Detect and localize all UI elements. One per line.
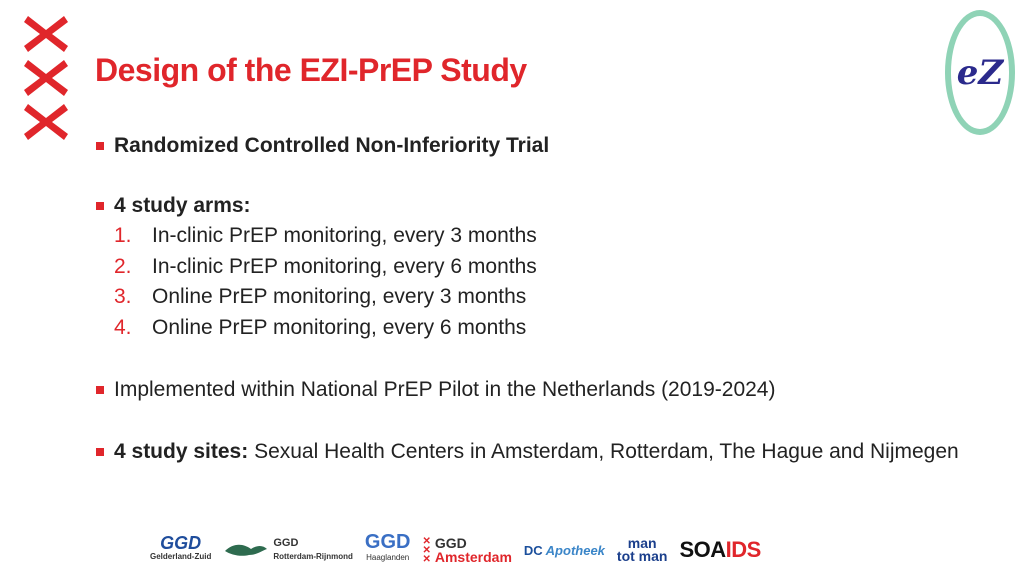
ez-logo [945, 10, 1015, 135]
list-item: 2. In-clinic PrEP monitoring, every 6 months [114, 254, 537, 278]
arms-label: 4 study arms: [114, 194, 251, 217]
implemented-text: Implemented within National PrEP Pilot in the Netherlands (2019-2024) [114, 378, 776, 401]
bullet-square-icon [96, 386, 104, 394]
bullet-arms [96, 190, 996, 221]
arms-list [96, 221, 996, 343]
x-mark-icon [22, 58, 70, 98]
amsterdam-xxx-logo [22, 14, 70, 142]
slide-title: Design of the EZI-PrEP Study [95, 52, 527, 88]
x-mark-icon [22, 102, 70, 142]
bullet-implemented [96, 374, 996, 405]
ggd-amsterdam-logo: ✕ ✕ ✕ GGD Amsterdam [422, 535, 512, 565]
bullet-square-icon [96, 448, 104, 456]
design-text: Randomized Controlled Non-Inferiority Trial [114, 134, 550, 157]
ggd-gelderland-logo: GGD Gelderland-Zuid [150, 533, 212, 561]
partner-logos [150, 530, 870, 570]
sites-label: 4 study sites: [114, 440, 249, 463]
mantotman-logo: man tot man [616, 535, 668, 564]
ggd-haaglanden-logo: GGD Haaglanden [364, 531, 411, 562]
ggd-rotterdam-logo: GGD Rotterdam-Rijnmond [223, 537, 353, 563]
dc-apotheek-logo: DC Apotheek [523, 542, 605, 558]
x-mark-icon [22, 14, 70, 54]
bullet-square-icon [96, 202, 104, 210]
ez-logo-text: eZ [956, 52, 1004, 93]
bullet-sites [96, 436, 996, 467]
bullet-design [96, 130, 996, 161]
bird-icon [223, 539, 269, 561]
bullet-square-icon [96, 142, 104, 150]
soaids-logo: SOA IDS [679, 537, 761, 562]
list-item: 1. In-clinic PrEP monitoring, every 3 months [114, 224, 537, 247]
slide-content [96, 130, 996, 467]
list-item: 4. Online PrEP monitoring, every 6 months [114, 315, 527, 339]
x-mark-icon: ✕ ✕ ✕ [422, 535, 431, 565]
sites-text: Sexual Health Centers in Amsterdam, Rotterdam, The Hague and Nijmegen [254, 440, 959, 463]
list-item: 3. Online PrEP monitoring, every 3 months [114, 285, 527, 308]
